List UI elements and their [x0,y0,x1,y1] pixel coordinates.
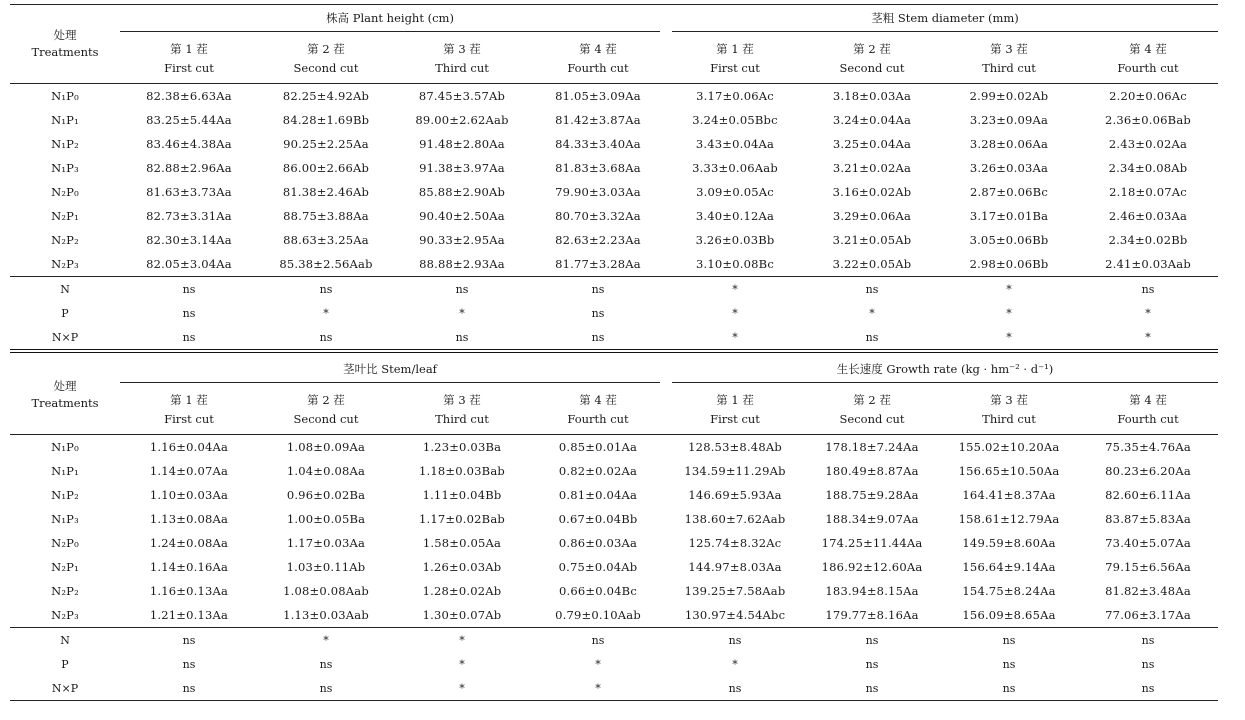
table-cell: 3.18±0.03Aa [832,89,912,103]
table-cell: 0.79±0.10Aab [530,603,666,628]
table-row [10,252,1218,277]
table-row [10,579,1218,603]
table-cell: 174.25±11.44Aa [821,536,923,550]
cut-header-cn: 第 2 茬 [853,41,891,56]
table-cell: 1.13±0.08Aa [149,512,229,526]
table-cell: 3.23±0.09Aa [969,113,1049,127]
significance-cell: ns [1078,676,1218,701]
table-cell: 149.59±8.60Aa [962,536,1056,550]
significance-cell: * [595,657,601,671]
table-cell: 2.99±0.02Ab [969,89,1049,103]
table-cell: 82.05±3.04Aa [120,252,258,277]
table-cell: 82.25±4.92Ab [282,89,370,103]
significance-cell: * [323,633,329,647]
table-cell: 1.14±0.07Aa [149,464,229,478]
table-cell: 85.88±2.90Ab [418,185,506,199]
significance-cell: * [530,676,666,701]
significance-row [10,301,1218,325]
cut-header-cn: 第 3 茬 [443,392,481,407]
significance-cell: ns [182,633,196,647]
significance-cell: * [666,325,804,351]
table-cell: 183.94±8.15Aa [825,584,919,598]
treatment-label: N₁P₀ [51,89,79,103]
table-cell: 144.97±8.03Aa [688,560,782,574]
significance-cell: ns [319,282,333,296]
table-plant-height-stem-diameter [10,4,1218,353]
significance-cell: * [732,282,738,296]
significance-cell: ns [182,282,196,296]
cut-header-en: Second cut [804,412,940,435]
table-cell: 79.90±3.03Aa [555,185,641,199]
table-cell: 146.69±5.93Aa [688,488,782,502]
significance-cell: ns [182,657,196,671]
table-cell: 155.02±10.20Aa [958,440,1060,454]
treatment-label: N₁P₂ [51,137,79,151]
cut-header-en: Second cut [258,61,394,84]
factor-label: P [61,306,69,320]
table-cell: 1.14±0.16Aa [149,560,229,574]
significance-cell: ns [591,282,605,296]
table-cell: 2.34±0.08Ab [1108,161,1188,175]
table-row [10,108,1218,132]
treatment-label: N₂P₀ [51,185,79,199]
table-cell: 3.24±0.04Aa [832,113,912,127]
treatment-label: N₁P₂ [51,488,79,502]
cut-header-en: Fourth cut [530,412,666,435]
significance-cell: ns [182,306,196,320]
cut-header-en: Third cut [940,61,1078,84]
table-cell: 3.16±0.02Ab [832,185,912,199]
group-header-stem-leaf: 茎叶比 Stem/leaf [120,356,666,383]
table-cell: 90.25±2.25Aa [283,137,369,151]
table-cell: 1.03±0.11Ab [286,560,366,574]
treatments-header [10,356,120,435]
table-row [10,435,1218,460]
table-cell: 90.40±2.50Aa [419,209,505,223]
table-cell: 83.46±4.38Aa [146,137,232,151]
table-cell: 81.63±3.73Aa [146,185,232,199]
table1-significance-rows [10,277,1218,352]
treatment-label: N₂P₁ [51,209,79,223]
significance-cell: * [732,306,738,320]
significance-cell: ns [1002,657,1016,671]
table-cell: 85.38±2.56Aab [258,252,394,277]
significance-cell: * [1145,306,1151,320]
significance-cell: ns [455,282,469,296]
treatment-label: N₁P₁ [51,113,79,127]
significance-cell: ns [804,676,940,701]
treatments-header [10,5,120,84]
cut-header-cn: 第 4 茬 [579,41,617,56]
table-cell: 156.65±10.50Aa [958,464,1060,478]
significance-cell: ns [1141,633,1155,647]
table-cell: 138.60±7.62Aab [684,512,786,526]
table-cell: 188.34±9.07Aa [825,512,919,526]
table-row [10,531,1218,555]
table-row [10,507,1218,531]
significance-cell: ns [666,676,804,701]
table-cell: 80.70±3.32Aa [555,209,641,223]
table-cell: 1.26±0.03Ab [422,560,502,574]
cut-header-cn: 第 4 茬 [579,392,617,407]
cut-header-cn: 第 1 茬 [716,392,754,407]
significance-cell: * [940,325,1078,351]
table-cell: 82.88±2.96Aa [146,161,232,175]
significance-cell: * [459,306,465,320]
table-cell: 1.17±0.02Bab [419,512,505,526]
table-cell: 91.48±2.80Aa [419,137,505,151]
cut-header-cn: 第 3 茬 [990,41,1028,56]
significance-cell: ns [530,325,666,351]
significance-cell: ns [1141,657,1155,671]
cut-header-cn: 第 3 茬 [990,392,1028,407]
table-stem-leaf-growth-rate [10,356,1218,701]
table-cell: 1.21±0.13Aa [120,603,258,628]
table-cell: 1.16±0.04Aa [149,440,229,454]
table-cell: 1.10±0.03Aa [149,488,229,502]
table-row [10,84,1218,109]
table-cell: 82.30±3.14Aa [146,233,232,247]
significance-cell: * [1006,306,1012,320]
table-cell: 84.28±1.69Bb [282,113,370,127]
group-header-growth-rate: 生长速度 Growth rate (kg · hm⁻² · d⁻¹) [666,356,1218,383]
significance-cell: ns [258,325,394,351]
table-cell: 81.38±2.46Ab [282,185,370,199]
table-cell: 3.33±0.06Aab [692,161,778,175]
table-cell: 156.09±8.65Aa [940,603,1078,628]
treatments-header-en: Treatments [31,45,99,59]
table-cell: 88.88±2.93Aa [394,252,530,277]
treatments-header-en: Treatments [31,396,99,410]
table-cell: 1.18±0.03Bab [419,464,505,478]
table-cell: 84.33±3.40Aa [555,137,641,151]
cut-header-cn: 第 4 茬 [1129,392,1167,407]
table2-data-rows [10,435,1218,628]
table-cell: 81.05±3.09Aa [555,89,641,103]
cut-header-en: Second cut [258,412,394,435]
significance-cell: ns [591,306,605,320]
table-cell: 180.49±8.87Aa [825,464,919,478]
treatments-header-cn: 处理 [53,28,77,42]
factor-label: P [61,657,69,671]
table-cell: 1.28±0.02Ab [422,584,502,598]
table-cell: 2.20±0.06Ac [1109,89,1187,103]
table-cell: 188.75±9.28Aa [825,488,919,502]
table-cell: 83.25±5.44Aa [146,113,232,127]
treatment-label: N₂P₂ [51,233,79,247]
table-cell: 1.17±0.03Aa [286,536,366,550]
table-cell: 139.25±7.58Aab [684,584,786,598]
table-cell: 86.00±2.66Ab [282,161,370,175]
significance-cell: ns [591,633,605,647]
table-cell: 1.58±0.05Aa [422,536,502,550]
table-cell: 3.05±0.06Bb [969,233,1049,247]
table1-data-rows [10,84,1218,277]
factor-label: N [60,282,70,296]
table-cell: 0.86±0.03Aa [558,536,638,550]
table-row [10,204,1218,228]
table-cell: 3.21±0.02Aa [832,161,912,175]
treatment-label: N₂P₂ [51,584,79,598]
table-cell: 82.38±6.63Aa [146,89,232,103]
significance-cell: ns [804,325,940,351]
table-cell: 125.74±8.32Ac [688,536,782,550]
significance-cell: ns [865,657,879,671]
significance-cell: ns [865,633,879,647]
cut-header-cn: 第 1 茬 [716,41,754,56]
table2-significance-rows [10,628,1218,701]
cut-header-en: Second cut [804,61,940,84]
table-cell: 91.38±3.97Aa [419,161,505,175]
table-cell: 1.08±0.08Aab [283,584,369,598]
table-cell: 82.73±3.31Aa [146,209,232,223]
table-cell: 88.63±3.25Aa [283,233,369,247]
significance-cell: ns [394,325,530,351]
cut-header-en: Third cut [940,412,1078,435]
table-cell: 186.92±12.60Aa [821,560,923,574]
cut-header-en: Third cut [394,412,530,435]
table-cell: 3.22±0.05Ab [804,252,940,277]
table-cell: 2.18±0.07Ac [1109,185,1187,199]
table-row [10,459,1218,483]
significance-row [10,325,1218,351]
factor-label: N×P [10,325,120,351]
table-cell: 3.09±0.05Ac [696,185,774,199]
cut-header-cn: 第 1 茬 [170,41,208,56]
table-cell: 89.00±2.62Aab [415,113,509,127]
table-cell: 2.41±0.03Aab [1078,252,1218,277]
table-cell: 0.96±0.02Ba [286,488,366,502]
table-cell: 83.87±5.83Aa [1105,512,1191,526]
factor-label: N [60,633,70,647]
cut-header-en: Fourth cut [1078,61,1218,84]
table-row [10,483,1218,507]
table-cell: 2.87±0.06Bc [970,185,1048,199]
table-cell: 0.75±0.04Ab [558,560,638,574]
table-cell: 1.08±0.09Aa [286,440,366,454]
table-cell: 3.29±0.06Aa [832,209,912,223]
treatment-label: N₂P₀ [51,536,79,550]
table-cell: 1.11±0.04Bb [422,488,502,502]
significance-cell: * [459,633,465,647]
cut-header-en: Fourth cut [530,61,666,84]
table-cell: 1.24±0.08Aa [149,536,229,550]
significance-cell: * [323,306,329,320]
table-cell: 158.61±12.79Aa [958,512,1060,526]
table-cell: 88.75±3.88Aa [283,209,369,223]
cut-header-en: First cut [666,412,804,435]
factor-label: N×P [10,676,120,701]
table-cell: 2.43±0.02Aa [1108,137,1188,151]
table-cell: 1.23±0.03Ba [422,440,502,454]
table-cell: 3.17±0.01Ba [969,209,1049,223]
table-cell: 1.04±0.08Aa [286,464,366,478]
cut-header-en: Fourth cut [1078,412,1218,435]
table-cell: 130.97±4.54Abc [666,603,804,628]
cut-header-cn: 第 1 茬 [170,392,208,407]
significance-cell: ns [728,633,742,647]
table-cell: 1.13±0.03Aab [258,603,394,628]
table-cell: 1.00±0.05Ba [286,512,366,526]
table-cell: 75.35±4.76Aa [1105,440,1191,454]
table-cell: 1.16±0.13Aa [149,584,229,598]
table-cell: 2.36±0.06Bab [1105,113,1191,127]
table-cell: 77.06±3.17Aa [1078,603,1218,628]
table-cell: 0.67±0.04Bb [558,512,638,526]
table-row [10,228,1218,252]
table-cell: 0.66±0.04Bc [559,584,637,598]
table-row [10,180,1218,204]
cut-header-en: First cut [120,61,258,84]
table-cell: 128.53±8.48Ab [688,440,782,454]
table-cell: 154.75±8.24Aa [962,584,1056,598]
significance-cell: ns [258,676,394,701]
table-cell: 3.24±0.05Bbc [692,113,778,127]
table-cell: 3.28±0.06Aa [969,137,1049,151]
table-cell: 164.41±8.37Aa [962,488,1056,502]
significance-row [10,628,1218,653]
cut-header-cn: 第 4 茬 [1129,41,1167,56]
cut-header-en: First cut [120,412,258,435]
table-cell: 81.77±3.28Aa [530,252,666,277]
table-cell: 81.42±3.87Aa [555,113,641,127]
table-cell: 2.98±0.06Bb [940,252,1078,277]
significance-cell: ns [940,676,1078,701]
table-cell: 134.59±11.29Ab [684,464,786,478]
table-cell: 3.10±0.08Bc [666,252,804,277]
table-cell: 81.82±3.48Aa [1105,584,1191,598]
significance-cell: * [1078,325,1218,351]
table-cell: 73.40±5.07Aa [1105,536,1191,550]
significance-cell: * [869,306,875,320]
cut-header-en: Third cut [394,61,530,84]
treatment-label: N₂P₁ [51,560,79,574]
significance-row [10,652,1218,676]
table-cell: 79.15±6.56Aa [1105,560,1191,574]
significance-cell: ns [1002,633,1016,647]
cut-header-en: First cut [666,61,804,84]
treatment-label: N₁P₁ [51,464,79,478]
cut-header-cn: 第 3 茬 [443,41,481,56]
significance-cell: ns [1141,282,1155,296]
table-cell: 3.25±0.04Aa [832,137,912,151]
table-cell: 82.63±2.23Aa [555,233,641,247]
table-row [10,603,1218,628]
treatment-label: N₂P₃ [10,252,120,277]
table-cell: 3.26±0.03Bb [695,233,775,247]
table-cell: 3.40±0.12Aa [695,209,775,223]
table-cell: 87.45±3.57Ab [418,89,506,103]
significance-cell: * [394,676,530,701]
treatments-header-cn: 处理 [53,379,77,393]
table-cell: 2.34±0.02Bb [1108,233,1188,247]
significance-cell: * [732,657,738,671]
table-cell: 0.81±0.04Aa [558,488,638,502]
treatment-label: N₁P₀ [51,440,79,454]
table-row [10,156,1218,180]
significance-cell: ns [120,325,258,351]
cut-header-cn: 第 2 茬 [307,41,345,56]
table-cell: 2.46±0.03Aa [1108,209,1188,223]
significance-row [10,676,1218,701]
table-cell: 81.83±3.68Aa [555,161,641,175]
significance-cell: * [1006,282,1012,296]
table-cell: 0.82±0.02Aa [558,464,638,478]
table-cell: 90.33±2.95Aa [419,233,505,247]
significance-cell: ns [865,282,879,296]
cut-header-cn: 第 2 茬 [853,392,891,407]
table-cell: 3.21±0.05Ab [832,233,912,247]
significance-cell: ns [319,657,333,671]
group-header-plant-height: 株高 Plant height (cm) [120,5,666,33]
table-cell: 156.64±9.14Aa [962,560,1056,574]
treatment-label: N₁P₃ [51,512,79,526]
table-row [10,555,1218,579]
table-cell: 178.18±7.24Aa [825,440,919,454]
table-cell: 1.30±0.07Ab [394,603,530,628]
significance-cell: * [459,657,465,671]
significance-cell: ns [120,676,258,701]
significance-row [10,277,1218,302]
table-row [10,132,1218,156]
treatment-label: N₁P₃ [51,161,79,175]
table-cell: 3.26±0.03Aa [969,161,1049,175]
table-cell: 3.43±0.04Aa [695,137,775,151]
table-cell: 0.85±0.01Aa [558,440,638,454]
table-cell: 80.23±6.20Aa [1105,464,1191,478]
group-header-stem-diameter: 茎粗 Stem diameter (mm) [666,5,1218,33]
cut-header-cn: 第 2 茬 [307,392,345,407]
table-cell: 82.60±6.11Aa [1105,488,1191,502]
treatment-label: N₂P₃ [10,603,120,628]
table-cell: 3.17±0.06Ac [696,89,774,103]
table-cell: 179.77±8.16Aa [804,603,940,628]
